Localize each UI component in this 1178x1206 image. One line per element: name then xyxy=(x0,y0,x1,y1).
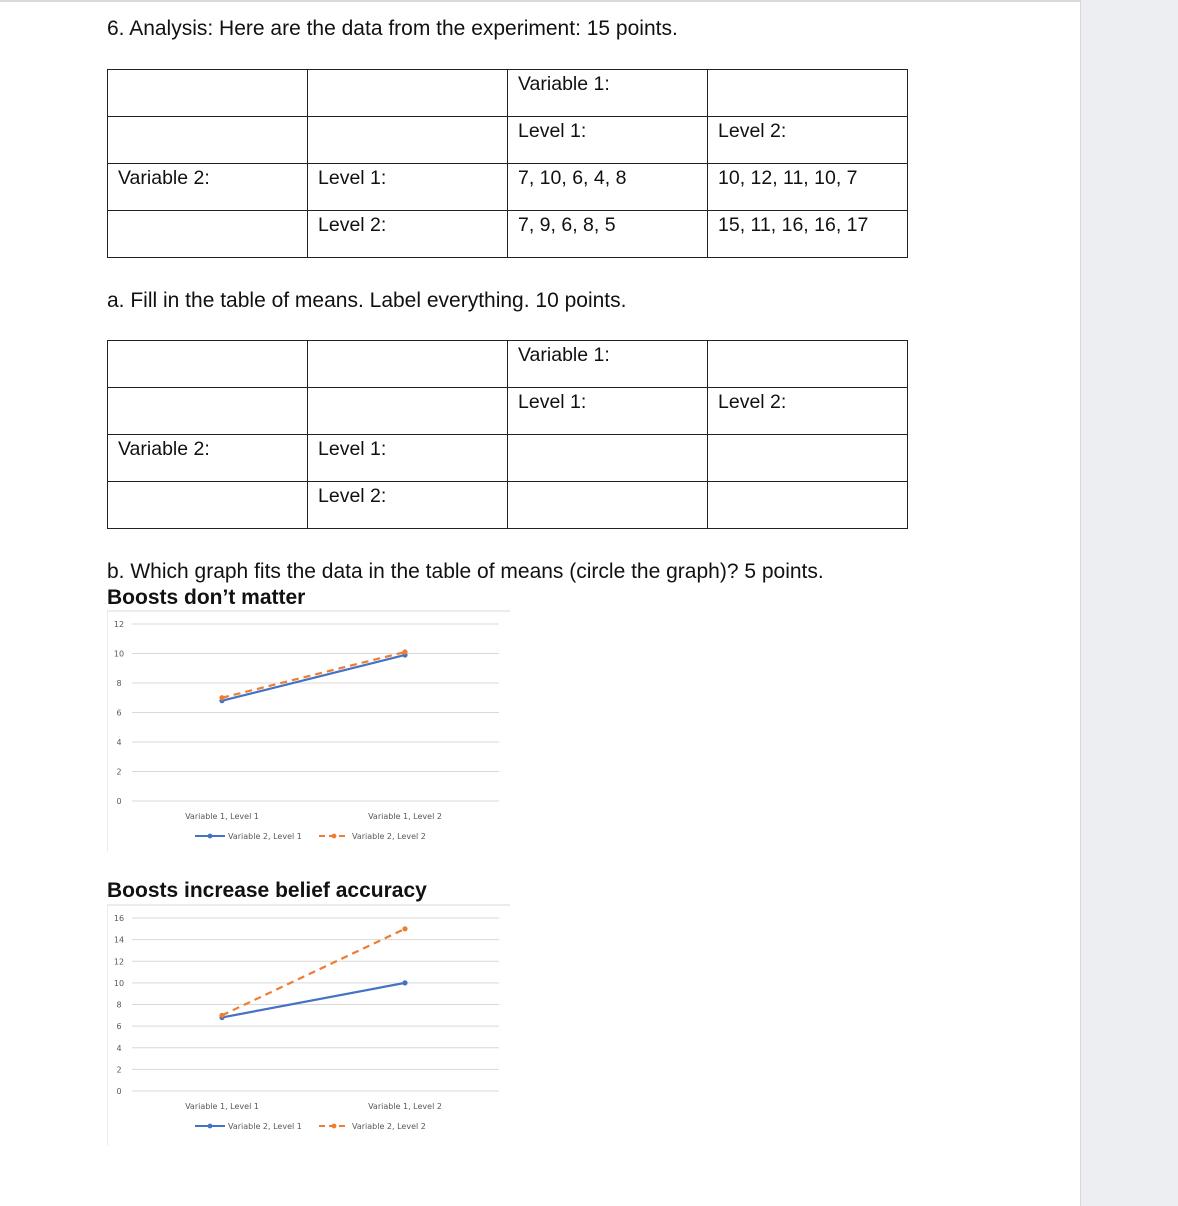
y-tick-label: 10 xyxy=(113,649,125,659)
series-line xyxy=(222,652,405,698)
table-cell: Variable 2: xyxy=(108,435,308,482)
table-cell: 7, 9, 6, 8, 5 xyxy=(508,211,708,258)
table-cell: 10, 12, 11, 10, 7 xyxy=(708,164,908,211)
part-b-instruction: b. Which graph fits the data in the table of means (circle the graph)? 5 points. xyxy=(107,560,824,583)
table-cell xyxy=(708,341,908,388)
chart-1-title: Boosts don’t matter xyxy=(107,586,306,609)
table-cell xyxy=(108,341,308,388)
data-point xyxy=(219,1013,224,1018)
legend-swatch-marker xyxy=(332,834,337,839)
y-tick-label: 4 xyxy=(116,1043,122,1053)
table-cell xyxy=(108,388,308,435)
mean-input-cell[interactable] xyxy=(708,482,908,529)
data-point xyxy=(219,695,224,700)
data-point xyxy=(402,649,407,654)
table-cell: Variable 2: xyxy=(108,164,308,211)
legend-label: Variable 2, Level 2 xyxy=(352,832,426,841)
table-cell: 15, 11, 16, 16, 17 xyxy=(708,211,908,258)
question-heading: 6. Analysis: Here are the data from the experiment: 15 points. xyxy=(107,17,678,40)
table-row xyxy=(108,388,908,435)
y-tick-label: 2 xyxy=(116,767,122,777)
table-cell xyxy=(308,117,508,164)
table-cell: Level 2: xyxy=(708,117,908,164)
table-row xyxy=(108,70,908,117)
mean-input-cell[interactable] xyxy=(508,482,708,529)
y-tick-label: 12 xyxy=(113,620,125,629)
y-tick-label: 16 xyxy=(113,914,125,923)
table-cell xyxy=(108,117,308,164)
y-tick-label: 6 xyxy=(116,1022,122,1032)
chart-2-title: Boosts increase belief accuracy xyxy=(107,879,427,902)
chart-boosts-increase-belief-accuracy[interactable] xyxy=(107,904,512,1149)
x-tick-label: Variable 1, Level 1 xyxy=(185,1102,259,1111)
data-point xyxy=(402,926,407,931)
table-cell: Level 2: xyxy=(708,388,908,435)
legend-swatch-marker xyxy=(208,834,213,839)
x-tick-label: Variable 1, Level 1 xyxy=(185,812,259,821)
legend-swatch-marker xyxy=(208,1124,213,1129)
table-cell: Variable 1: xyxy=(508,341,708,388)
table-cell: Level 1: xyxy=(308,435,508,482)
table-cell: Level 1: xyxy=(508,388,708,435)
y-tick-label: 2 xyxy=(116,1065,122,1075)
table-cell: Variable 1: xyxy=(508,70,708,117)
table-cell: 7, 10, 6, 4, 8 xyxy=(508,164,708,211)
series-line xyxy=(222,655,405,701)
table-cell xyxy=(108,211,308,258)
y-tick-label: 12 xyxy=(113,957,125,967)
table-cell xyxy=(108,482,308,529)
y-tick-label: 8 xyxy=(116,1000,122,1010)
y-tick-label: 0 xyxy=(116,1087,122,1096)
table-row xyxy=(108,117,908,164)
table-cell: Level 2: xyxy=(308,211,508,258)
y-tick-label: 14 xyxy=(113,935,125,945)
table-cell xyxy=(708,70,908,117)
table-row xyxy=(108,482,908,529)
legend-swatch-marker xyxy=(332,1124,337,1129)
viewer-sidebar xyxy=(1080,0,1178,1206)
table-cell: Level 1: xyxy=(508,117,708,164)
table-cell: Level 1: xyxy=(308,164,508,211)
part-a-instruction: a. Fill in the table of means. Label everything. 10 points. xyxy=(107,289,627,312)
means-table xyxy=(107,340,908,529)
table-row xyxy=(108,164,908,211)
table-cell xyxy=(308,388,508,435)
legend-label: Variable 2, Level 1 xyxy=(228,1122,302,1131)
table-row xyxy=(108,211,908,258)
y-tick-label: 6 xyxy=(116,708,122,718)
table-row xyxy=(108,341,908,388)
data-point xyxy=(402,980,407,985)
table-row xyxy=(108,435,908,482)
page-top-rule xyxy=(0,0,1080,2)
chart-boosts-dont-matter[interactable] xyxy=(107,610,512,855)
x-tick-label: Variable 1, Level 2 xyxy=(368,812,442,821)
mean-input-cell[interactable] xyxy=(508,435,708,482)
table-cell xyxy=(308,341,508,388)
series-line xyxy=(222,983,405,1018)
data-table xyxy=(107,69,908,258)
mean-input-cell[interactable] xyxy=(708,435,908,482)
legend-label: Variable 2, Level 2 xyxy=(352,1122,426,1131)
table-cell xyxy=(308,70,508,117)
series-line xyxy=(222,929,405,1016)
legend-label: Variable 2, Level 1 xyxy=(228,832,302,841)
table-cell: Level 2: xyxy=(308,482,508,529)
y-tick-label: 8 xyxy=(116,679,122,688)
table-cell xyxy=(108,70,308,117)
y-tick-label: 4 xyxy=(116,738,122,747)
y-tick-label: 10 xyxy=(113,978,125,988)
y-tick-label: 0 xyxy=(116,797,122,806)
x-tick-label: Variable 1, Level 2 xyxy=(368,1102,442,1111)
